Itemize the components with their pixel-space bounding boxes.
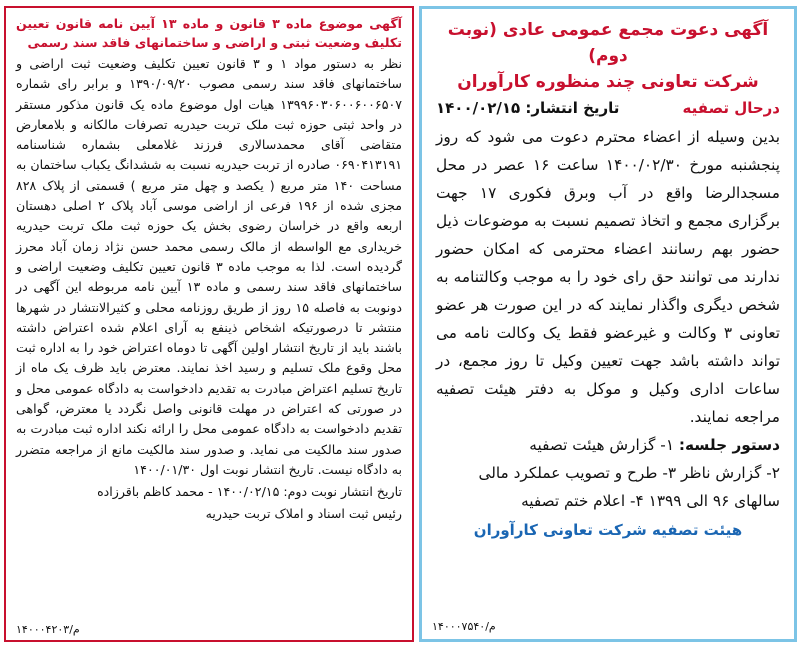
notice-footer-1: تاریخ انتشار نوبت دوم: ۱۴۰۰/۰۲/۱۵ - محمد کاظم باقرزاده [97, 484, 402, 500]
notice-footer-2: رئیس ثبت اسناد و املاک تربت حیدریه [205, 506, 402, 522]
notice-code: م/۱۴۰۰۰۴۲۰۳ [16, 623, 80, 636]
notice-body: بدین وسیله از اعضاء محترم دعوت می شود که روز پنجشنبه مورخ ۱۴۰۰/۰۲/۳۰ ساعت ۱۶ عصر در محل مسجدالرضا واقع در آب وبرق فکوری ۱۷ جهت برگزاری مجمع و اتخاذ تصمیم نسبت به موضوعات ذیل حضور بهم رسانند اعضاء محترمی که امکان حضور ندارند می توانند حق رای خود را به موجب وکالتنامه به شخص دیگری واگذار نمایند که در این صورت هر عضو تعاونی ۳ وکالت و غیرعضو فقط یک وکالت نامه می تواند داشته باشد جهت تعیین وکیل تا روز مجمع، در ساعات اداری وکیل و موکل به دفتر هیئت تصفیه مراجعه نمایند. [436, 128, 781, 426]
agenda-line-1 [436, 431, 780, 459]
liquidation-status: درحال تصفیه [682, 99, 780, 117]
notice-title: آگهی دعوت مجمع عمومی عادی (نوبت دوم) [447, 20, 769, 66]
agenda-item-1: ۱- گزارش هیئت تصفیه [529, 436, 675, 454]
notice-code: م/۱۴۰۰۰۷۵۴۰ [432, 620, 496, 633]
notice-title: آگهی موضوع ماده ۳ قانون و ماده ۱۳ آیین نامه قانون تعیین تکلیف وضعیت ثبتی و اراضی و ساختمانهای فاقد سند رسمی [16, 16, 402, 50]
signature: هیئت تصفیه شرکت تعاونی کارآوران [473, 521, 743, 539]
agenda-label: دستور جلسه: [678, 436, 780, 454]
company-name: شرکت تعاونی چند منظوره کارآوران [457, 72, 759, 92]
notice-meta [436, 95, 780, 121]
notice-body: نظر به دستور مواد ۱ و ۳ قانون تعیین تکلیف وضعیت ثبت اراضی و ساختمانهای فاقد سند رسمی مصوب ۱۳۹۰/۰۹/۲۰ و برابر رای شماره ۱۳۹۹۶۰۳۰۶۰۰۶۰۰۶۵۰۷ هیات اول موضوع ماده یک قانون مذکور مستقر در واحد ثبتی حوزه ثبت ملک تربت حیدریه تصرفات مالکانه و بلامعارض متقاضی آقای محمدسالاری فرزند غلامعلی بشماره شناسنامه ۰۶۹۰۴۱۳۱۹۱ صادره از تربت حیدریه نسبت به ششدانگ یکباب ساختمان به مساحت ۱۴۰ متر مربع ( یکصد و چهل متر مربع ) قسمتی از پلاک ۸۲۸ مجزی شده از ۱۹۶ فرعی از اراضی موسی آباد پلاک ۲ اصلی دهستان اربعه واقع در خراسان رضوی بخش یک حوزه ثبت ملک تربت حیدریه خریداری مع الواسطه از مالک رسمی محمد حسن نژاد زمان آباد محرز گردیده است. لذا به موجب ماده ۳ قانون تعیین تکلیف وضعیت اراضی و ساختمانهای فاقد سند رسمی و ماده ۱۳ آیین نامه مربوطه این آگهی در دونوبت به فاصله ۱۵ روز از طریق روزنامه محلی و کثیرالانتشار در شهرها منتشر تا درصورتیکه اشخاص ذینفع به آرای اعلام شده اعتراض داشته باشند باید از تاریخ انتشار اولین آگهی تا دوماه اعتراض خود را به اداره ثبت محل وقوع ملک تسلیم و رسید اخذ نمایند. معترض باید ظرف یک ماه از تاریخ تسلیم اعتراض مبادرت به تقدیم دادخواست به دادگاه عمومی محل و در صورتی که اعتراض در مهلت قانونی واصل نگردد یا معترض، گواهی تقدیم دادخواست به دادگاه عمومی محل را ارائه نکند اداره ثبت مبادرت به صدور سند مالکیت می نماید. و صدور سند مالکیت مانع از مراجعه متضرر به دادگاه نیست. تاریخ انتشار نوبت اول ۱۴۰۰/۰۱/۳۰ [16, 56, 403, 477]
land-registration-notice [4, 6, 414, 642]
agenda-line-2: ۲- گزارش ناظر ۳- طرح و تصویب عملکرد مالی سالهای ۹۶ الی ۱۳۹۹ ۴- اعلام ختم تصفیه [478, 464, 780, 510]
general-assembly-notice [419, 6, 797, 642]
publish-date: تاریخ انتشار: ۱۴۰۰/۰۲/۱۵ [436, 99, 620, 117]
